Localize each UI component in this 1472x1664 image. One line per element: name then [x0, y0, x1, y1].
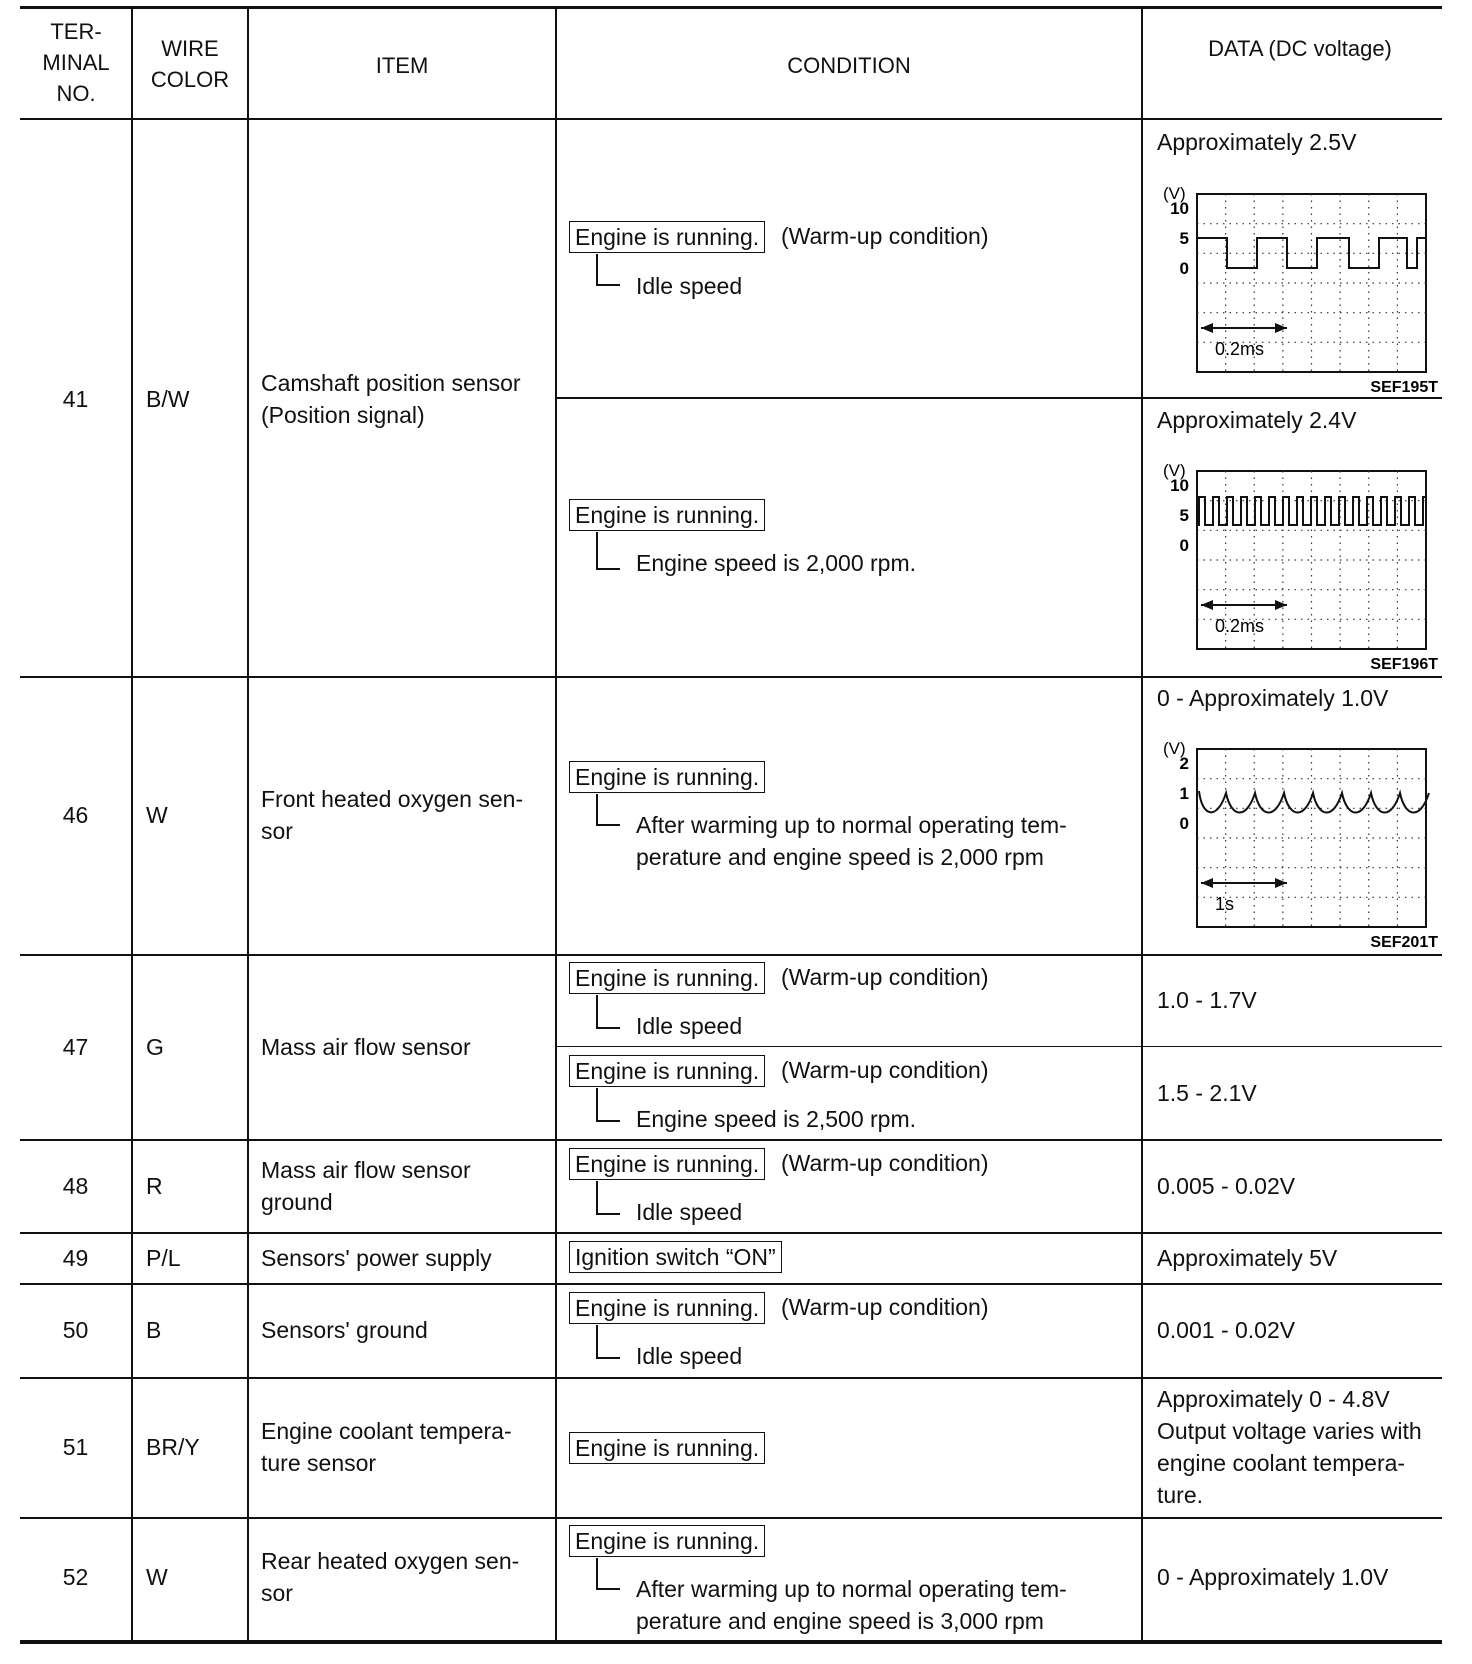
sub-condition-bracket — [596, 1181, 620, 1215]
data-51-line1: Approximately 0 - 4.8V — [1157, 1386, 1390, 1412]
item-51-line2: ture sensor — [261, 1450, 377, 1476]
terminal-49: 49 — [62, 1245, 89, 1271]
data-50: 0.001 - 0.02V — [1157, 1317, 1296, 1343]
table-top-border — [20, 6, 1442, 9]
sub-condition-line1: After warming up to normal operating tem- — [636, 1576, 1067, 1602]
sub-condition-bracket — [596, 1325, 620, 1359]
terminal-41: 41 — [62, 386, 89, 412]
scope-unit-label: (V) — [1163, 184, 1186, 203]
scope-tick-label: 10 — [1170, 476, 1189, 495]
item-52-line1: Rear heated oxygen sen- — [261, 1548, 520, 1574]
wire-color-51: BR/Y — [146, 1434, 200, 1460]
sub-condition-line2: perature and engine speed is 2,000 rpm — [636, 844, 1044, 870]
condition-box: Engine is running. — [569, 221, 765, 253]
item-48-line2: ground — [261, 1189, 333, 1215]
condition-note: (Warm-up condition) — [781, 1294, 989, 1320]
scope-unit-label: (V) — [1163, 739, 1186, 758]
row-divider — [557, 1046, 1442, 1047]
waveform-camshaft-idle — [1143, 178, 1442, 398]
item-46-line1: Front heated oxygen sen- — [261, 786, 524, 812]
waveform-front-oxygen — [1143, 733, 1442, 953]
scope-tick-label: 5 — [1179, 506, 1189, 525]
time-span-label: 1s — [1215, 894, 1235, 914]
row-divider — [20, 954, 1442, 956]
sub-condition: Idle speed — [636, 1343, 743, 1369]
condition-note: (Warm-up condition) — [781, 1057, 989, 1083]
sub-condition: Idle speed — [636, 1199, 743, 1225]
header-terminal-no: TER- MINAL NO. — [42, 19, 110, 106]
row-divider — [20, 1139, 1442, 1141]
sub-condition-bracket — [596, 794, 620, 826]
condition-box: Engine is running. — [569, 1432, 765, 1464]
condition-note: (Warm-up condition) — [781, 223, 989, 249]
scope-tick-label: 2 — [1179, 754, 1189, 773]
condition-box: Engine is running. — [569, 761, 765, 793]
condition-note: (Warm-up condition) — [781, 1150, 989, 1176]
header-bottom-border — [20, 118, 1442, 120]
scope-tick-label: 0 — [1179, 536, 1189, 555]
figure-code: SEF201T — [1370, 934, 1438, 951]
row-divider — [20, 1232, 1442, 1234]
wire-color-47: G — [146, 1034, 164, 1060]
condition-box: Engine is running. — [569, 1525, 765, 1557]
terminal-52: 52 — [62, 1564, 89, 1590]
item-47: Mass air flow sensor — [261, 1034, 471, 1060]
row-divider — [20, 1517, 1442, 1519]
figure-code: SEF195T — [1370, 379, 1438, 396]
scope-tick-label: 0 — [1179, 259, 1189, 278]
condition-box: Engine is running. — [569, 499, 765, 531]
row-divider — [20, 1377, 1442, 1379]
condition-box: Ignition switch “ON” — [569, 1241, 782, 1273]
arrow-head-icon — [1201, 600, 1213, 610]
scope-tick-label: 0 — [1179, 814, 1189, 833]
sub-condition: Idle speed — [636, 273, 743, 299]
sub-condition-line2: perature and engine speed is 3,000 rpm — [636, 1608, 1044, 1634]
column-divider — [247, 8, 249, 1642]
scope-tick-label: 5 — [1179, 229, 1189, 248]
column-divider — [131, 8, 133, 1642]
header-condition: CONDITION — [787, 53, 911, 78]
scope-tick-label: 10 — [1170, 199, 1189, 218]
sub-condition: Engine speed is 2,000 rpm. — [636, 550, 917, 576]
item-41-line1: Camshaft position sensor — [261, 370, 521, 396]
item-49: Sensors' power supply — [261, 1245, 492, 1271]
terminal-46: 46 — [62, 802, 89, 828]
header-data: DATA (DC voltage) — [1208, 36, 1392, 61]
data-51-line4: ture. — [1157, 1482, 1204, 1508]
wire-color-50: B — [146, 1317, 162, 1343]
condition-box: Engine is running. — [569, 1055, 765, 1087]
arrow-head-icon — [1201, 878, 1213, 888]
condition-box: Engine is running. — [569, 1292, 765, 1324]
scope-tick-label: 1 — [1179, 784, 1189, 803]
data-41b: Approximately 2.4V — [1157, 407, 1357, 433]
item-51-line1: Engine coolant tempera- — [261, 1418, 512, 1444]
arrow-head-icon — [1275, 323, 1287, 333]
data-46: 0 - Approximately 1.0V — [1157, 685, 1389, 711]
time-span-label: 0.2ms — [1215, 616, 1265, 636]
terminal-51: 51 — [62, 1434, 89, 1460]
sub-condition: Engine speed is 2,500 rpm. — [636, 1106, 917, 1132]
terminal-47: 47 — [62, 1034, 89, 1060]
sub-condition-bracket — [596, 1558, 620, 1590]
item-50: Sensors' ground — [261, 1317, 428, 1343]
data-49: Approximately 5V — [1157, 1245, 1338, 1271]
header-wire-color: WIRE COLOR — [150, 36, 230, 92]
waveform-trace — [1199, 791, 1429, 813]
column-divider — [555, 8, 557, 1642]
arrow-head-icon — [1201, 323, 1213, 333]
data-48: 0.005 - 0.02V — [1157, 1173, 1296, 1199]
terminal-50: 50 — [62, 1317, 89, 1343]
item-48-line1: Mass air flow sensor — [261, 1157, 471, 1183]
data-47b: 1.5 - 2.1V — [1157, 1080, 1257, 1106]
item-46-line2: sor — [261, 818, 293, 844]
sub-condition-bracket — [596, 995, 620, 1029]
data-52: 0 - Approximately 1.0V — [1157, 1564, 1389, 1590]
row-divider — [20, 1283, 1442, 1285]
header-item: ITEM — [375, 53, 429, 78]
data-47a: 1.0 - 1.7V — [1157, 987, 1257, 1013]
item-52-line2: sor — [261, 1580, 293, 1606]
waveform-camshaft-2000rpm — [1143, 455, 1442, 675]
wire-color-48: R — [146, 1173, 163, 1199]
arrow-head-icon — [1275, 600, 1287, 610]
wire-color-46: W — [146, 802, 168, 828]
sub-condition-bracket — [596, 1088, 620, 1122]
figure-code: SEF196T — [1370, 656, 1438, 673]
sub-condition: Idle speed — [636, 1013, 743, 1039]
data-51-line3: engine coolant tempera- — [1157, 1450, 1406, 1476]
time-span-label: 0.2ms — [1215, 339, 1265, 359]
condition-box: Engine is running. — [569, 1148, 765, 1180]
scope-unit-label: (V) — [1163, 461, 1186, 480]
sub-condition-bracket — [596, 532, 620, 570]
arrow-head-icon — [1275, 878, 1287, 888]
data-51-line2: Output voltage varies with — [1157, 1418, 1422, 1444]
condition-note: (Warm-up condition) — [781, 964, 989, 990]
sub-condition-bracket — [596, 254, 620, 286]
wire-color-41: B/W — [146, 386, 190, 412]
table-bottom-border — [20, 1640, 1442, 1644]
item-41-line2: (Position signal) — [261, 402, 425, 428]
wire-color-52: W — [146, 1564, 168, 1590]
wire-color-49: P/L — [146, 1245, 181, 1271]
data-41a: Approximately 2.5V — [1157, 129, 1357, 155]
terminal-48: 48 — [62, 1173, 89, 1199]
waveform-trace — [1197, 497, 1426, 525]
row-divider — [20, 676, 1442, 678]
sub-condition-line1: After warming up to normal operating tem- — [636, 812, 1067, 838]
condition-box: Engine is running. — [569, 962, 765, 994]
